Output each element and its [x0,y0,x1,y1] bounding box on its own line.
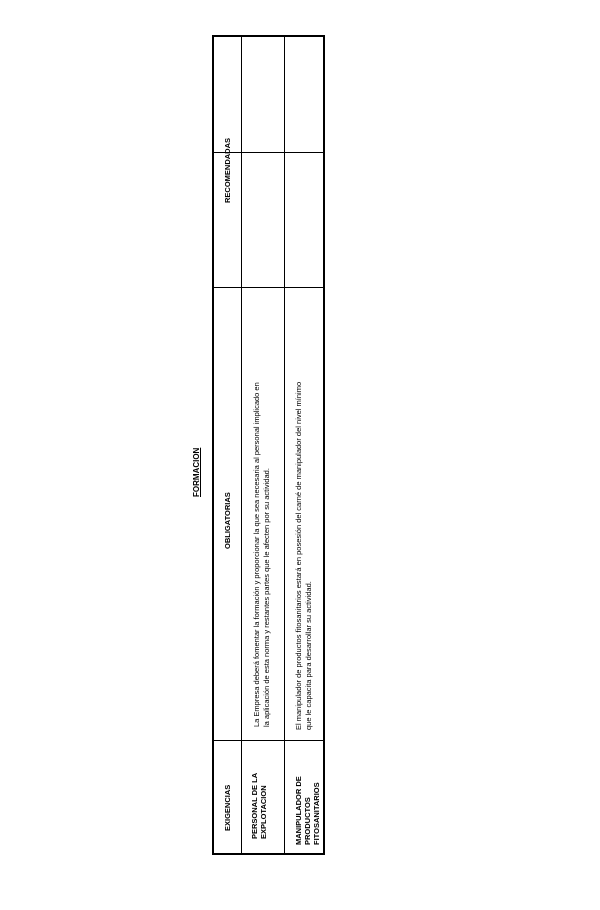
header-recomendadas: RECOMENDADAS [223,137,232,203]
formacion-table [212,35,325,855]
row-label-personal: PERSONAL DE LA EXPLOTACION [250,772,268,839]
page-title: FORMACION [192,447,201,497]
header-exigencias: EXIGENCIAS [223,784,232,831]
row-divider [284,37,285,853]
header-obligatorias: OBLIGATORIAS [223,492,232,549]
row-label-manipulador: MANIPULADOR DE PRODUCTOS FITOSANITARIOS [294,776,321,845]
column-divider-exigencias [214,740,323,741]
row-obligatorias-personal: La Empresa deberá fomentar la formación y proporcionar la que sea necesaria al personal implicado en la aplicación de esta norma y restantes partes que le afecten por su actividad. [252,382,271,727]
header-row-divider [241,37,242,853]
row-obligatorias-manipulador: El manipulador de productos fitosanitarios estará en posesión del carné de manipulador del nivel mínimo que le capacita para desarrollar su actividad. [294,381,313,730]
column-divider-obligatorias [214,287,323,288]
